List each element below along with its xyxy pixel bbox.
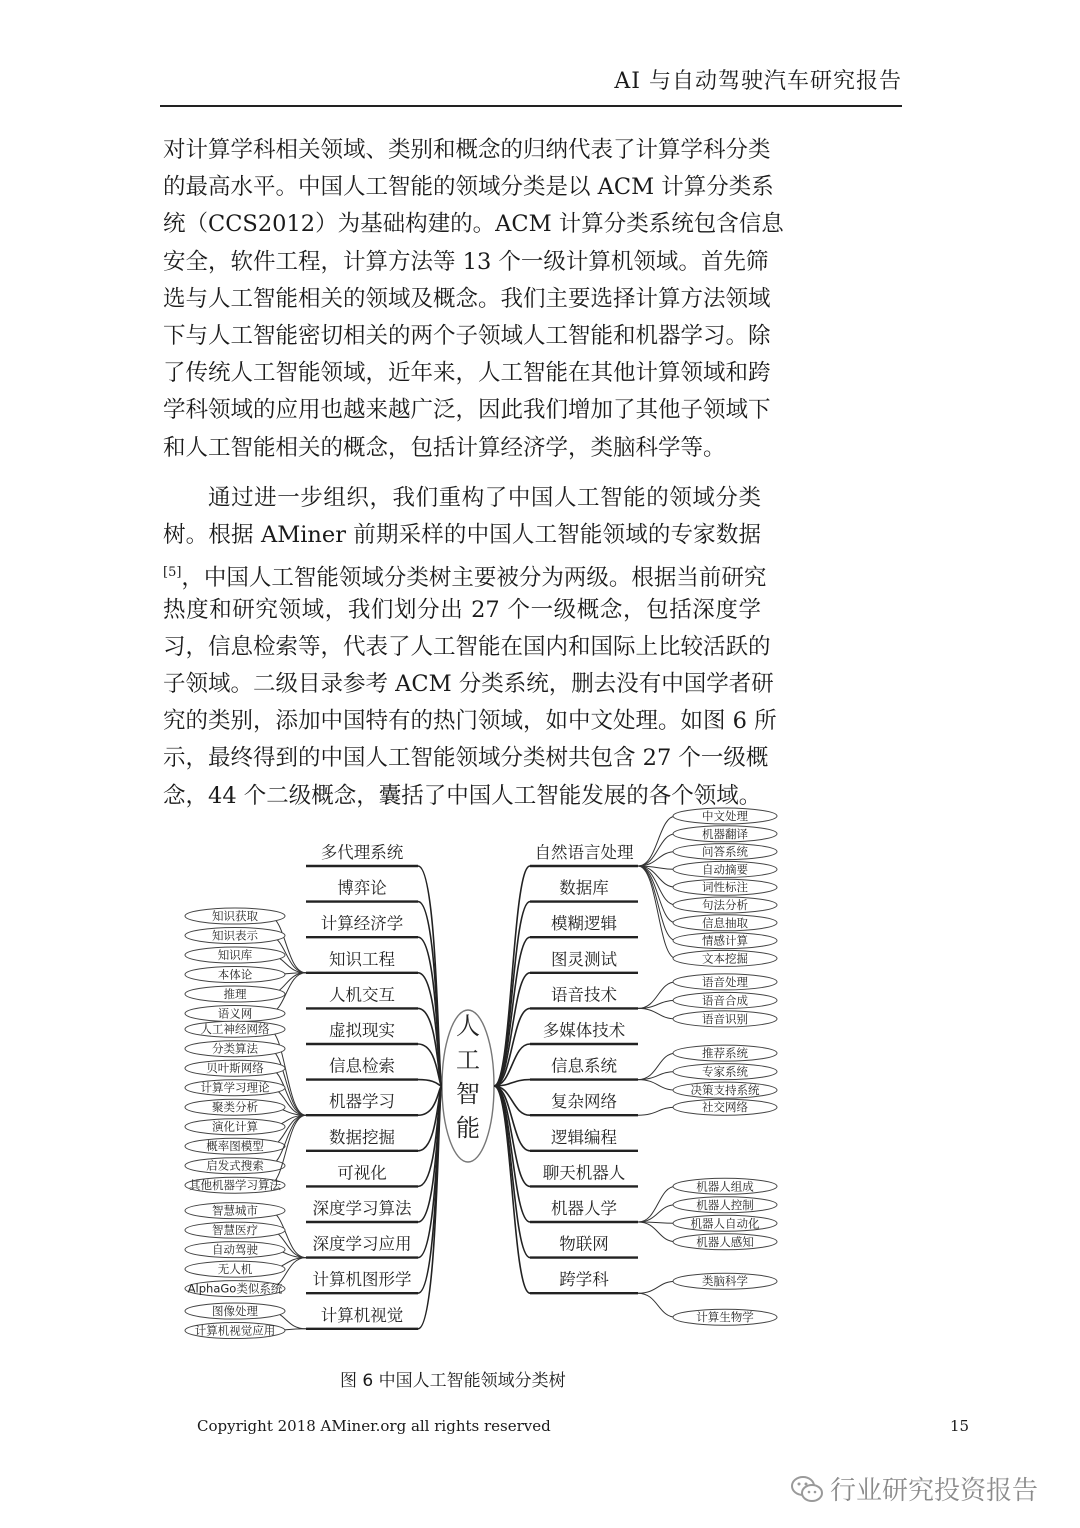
level1-node-label: 模糊逻辑 (551, 914, 617, 934)
paragraph-line: 示，最终得到的中国人工智能领域分类树共包含 27 个一级概 (163, 745, 769, 772)
paragraph-line: 学科领域的应用也越来越广泛，因此我们增加了其他子领域下 (163, 397, 771, 424)
level2-node-label: 决策支持系统 (690, 1083, 760, 1098)
level2-node-label: 人工神经网络 (200, 1022, 270, 1037)
level1-node-label: 深度学习算法 (312, 1199, 412, 1218)
level2-node-label: 知识获取 (212, 909, 258, 924)
level1-node-label: 跨学科 (559, 1270, 609, 1290)
level1-node-label: 机器人学 (551, 1199, 617, 1218)
level2-node-label: 计算生物学 (696, 1310, 754, 1325)
leaf-connector (638, 1008, 676, 1019)
paragraph-line: 了传统人工智能领域，近年来，人工智能在其他计算领域和跨 (163, 360, 771, 387)
paragraph-2 (163, 480, 777, 815)
level2-node-label: 计算学习理论 (200, 1080, 270, 1095)
level1-node-label: 自然语言处理 (534, 843, 634, 862)
center-node-char: 智 (456, 1080, 480, 1108)
level1-node-label: 图灵测试 (551, 949, 617, 969)
paragraph-line: 树。根据 AMiner 前期采样的中国人工智能领域的专家数据 (163, 522, 761, 549)
paragraph-line: 习，信息检索等，代表了人工智能在国内和国际上比较活跃的 (163, 633, 771, 660)
level1-node-label: 聊天机器人 (542, 1163, 626, 1183)
leaf-connector (638, 866, 676, 958)
level2-node-label: 信息抽取 (702, 915, 748, 930)
level2-node-label: 专家系统 (702, 1064, 748, 1079)
level1-node-label: 知识工程 (329, 949, 395, 969)
level1-node-label: 多媒体技术 (542, 1021, 626, 1040)
level1-node-label: 虚拟现实 (329, 1021, 395, 1040)
leaf-connector (638, 1186, 676, 1222)
branch-connector (418, 1080, 442, 1086)
branch-connector (494, 1086, 530, 1258)
level2-node-label: 其他机器学习算法 (189, 1178, 281, 1193)
leaf-connector (638, 1293, 676, 1317)
level1-node-label: 计算经济学 (320, 914, 404, 934)
level2-node-label: 图像处理 (212, 1304, 258, 1319)
paragraph-line: 的最高水平。中国人工智能的领域分类是以 ACM 计算分类系 (163, 174, 774, 201)
level2-node-label: 语音合成 (702, 993, 748, 1008)
branch-connector (494, 1086, 530, 1222)
center-node-char: 工 (456, 1046, 480, 1074)
page-header-title: AI 与自动驾驶汽车研究报告 (614, 69, 902, 94)
paragraph-1 (163, 132, 784, 467)
level2-node-label: 推荐系统 (702, 1046, 748, 1061)
level2-node-label: 无人机 (217, 1262, 253, 1277)
level2-node-label: 贝叶斯网络 (206, 1061, 264, 1076)
level2-node-label: 机器翻译 (702, 826, 748, 841)
level1-node-label: 深度学习应用 (312, 1234, 412, 1254)
paragraph-line: 究的类别，添加中国特有的热门领域，如中文处理。如图 6 所 (163, 708, 777, 735)
ai-domain-classification-tree (150, 809, 790, 1363)
level1-node-label: 博弈论 (337, 878, 387, 898)
header-rule (160, 105, 902, 107)
paragraph-line: 念，44 个二级概念，囊括了中国人工智能发展的各个领域。 (163, 782, 762, 809)
level1-node-label: 数据库 (559, 878, 609, 898)
level2-node-label: 演化计算 (212, 1119, 258, 1134)
level2-node-label: 句法分析 (702, 898, 748, 912)
level2-node-label: 语音处理 (702, 974, 748, 989)
level1-node-label: 数据挖掘 (329, 1127, 395, 1147)
level1-node-label: 多代理系统 (320, 843, 404, 862)
leaf-connector (638, 1205, 676, 1222)
leaf-connector (638, 816, 676, 866)
level2-node-label: 机器人感知 (696, 1234, 754, 1249)
watermark (790, 1470, 1038, 1507)
leaf-connector (638, 1222, 676, 1242)
watermark-text: 行业研究投资报告 (830, 1476, 1039, 1506)
paragraph-line: 对计算学科相关领域、类别和概念的归纳代表了计算学科分类 (163, 137, 771, 163)
branch-connector (494, 1008, 530, 1086)
level2-node-label: 词性标注 (702, 880, 748, 895)
level2-node-label: 社交网络 (702, 1100, 748, 1115)
paragraph-line: 子领域。二级目录参考 ACM 分类系统，删去没有中国学者研 (163, 670, 774, 697)
leaf-connector (638, 1281, 676, 1293)
branch-connector (494, 902, 530, 1086)
branch-connector (494, 1086, 530, 1151)
level2-node-label: 情感计算 (702, 933, 748, 948)
level2-node-label: 语音识别 (702, 1011, 748, 1026)
center-node-char: 人 (456, 1012, 480, 1040)
level1-node-label: 信息检索 (329, 1056, 395, 1076)
level1-node-label: 人机交互 (329, 985, 395, 1005)
level1-node-label: 机器学习 (329, 1092, 395, 1112)
level2-node-label: 中文处理 (702, 809, 748, 823)
level2-node-label: 自动驾驶 (212, 1242, 258, 1257)
paragraph-line: 安全，软件工程，计算方法等 13 个一级计算机领域。首先筛 (163, 248, 769, 275)
page-number: 15 (950, 1417, 970, 1435)
level2-node-label: 类脑科学 (702, 1274, 748, 1289)
paragraph-line: 通过进一步组织，我们重构了中国人工智能的领域分类 (208, 485, 761, 511)
leaf-connector (638, 1107, 676, 1115)
paragraph-line: 和人工智能相关的概念，包括计算经济学，类脑科学等。 (163, 434, 726, 461)
paragraph-line (163, 554, 767, 592)
level2-node-label: 智慧医疗 (212, 1223, 258, 1238)
leaf-connector (638, 1080, 676, 1091)
footer-copyright: Copyright 2018 AMiner.org all rights reserved (197, 1417, 551, 1435)
level2-node-label: 知识表示 (212, 928, 258, 943)
citation-marker: [5] (163, 565, 182, 581)
level2-node-label: 聚类分析 (212, 1100, 258, 1115)
level2-node-label: 分类算法 (212, 1041, 258, 1056)
paragraph-line-text: ，中国人工智能领域分类树主要被分为两级。根据当前研究 (181, 565, 767, 592)
level2-node-label: 机器人组成 (696, 1179, 754, 1194)
level2-node-label: 知识库 (217, 948, 253, 963)
level2-node-label: 机器人自动化 (690, 1216, 760, 1231)
level2-node-label: 自动摘要 (702, 862, 748, 877)
level2-node-label: 智慧城市 (212, 1203, 258, 1218)
level2-node-label: 机器人控制 (696, 1197, 754, 1212)
paragraph-line: 选与人工智能相关的领域及概念。我们主要选择计算方法领域 (163, 285, 771, 312)
level2-node-label: 语义网 (217, 1006, 253, 1021)
leaf-connector (638, 866, 676, 923)
leaf-connector (638, 834, 676, 866)
level1-node-label: 物联网 (559, 1234, 609, 1254)
level2-node-label: 概率图模型 (206, 1139, 264, 1154)
level2-node-label: 启发式搜索 (206, 1158, 264, 1173)
level1-node-label: 复杂网络 (551, 1092, 617, 1112)
figure-caption: 图 6 中国人工智能领域分类树 (340, 1371, 566, 1391)
wechat-icon (790, 1474, 824, 1504)
level2-node-label: 推理 (223, 987, 247, 1002)
level1-node-label: 可视化 (337, 1163, 387, 1183)
level1-node-label: 信息系统 (551, 1056, 617, 1076)
level2-node-label: 文本挖掘 (702, 951, 748, 966)
level1-node-label: 语音技术 (551, 985, 617, 1005)
level1-node-label: 计算机图形学 (312, 1270, 412, 1290)
level2-node-label: 本体论 (217, 967, 253, 982)
paragraph-line: 下与人工智能密切相关的两个子领域人工智能和机器学习。除 (163, 322, 771, 349)
level2-node-label: 问答系统 (702, 844, 748, 859)
level2-node-label: AlphaGo类似系统 (187, 1281, 283, 1296)
paragraph-line: 统（CCS2012）为基础构建的。ACM 计算分类系统包含信息 (163, 211, 784, 238)
level1-node-label: 逻辑编程 (551, 1127, 617, 1147)
level1-node-label: 计算机视觉 (320, 1305, 404, 1325)
center-node-char: 能 (456, 1114, 480, 1142)
level2-node-label: 计算机视觉应用 (194, 1323, 276, 1338)
paragraph-line: 热度和研究领域，我们划分出 27 个一级概念，包括深度学 (163, 596, 761, 623)
